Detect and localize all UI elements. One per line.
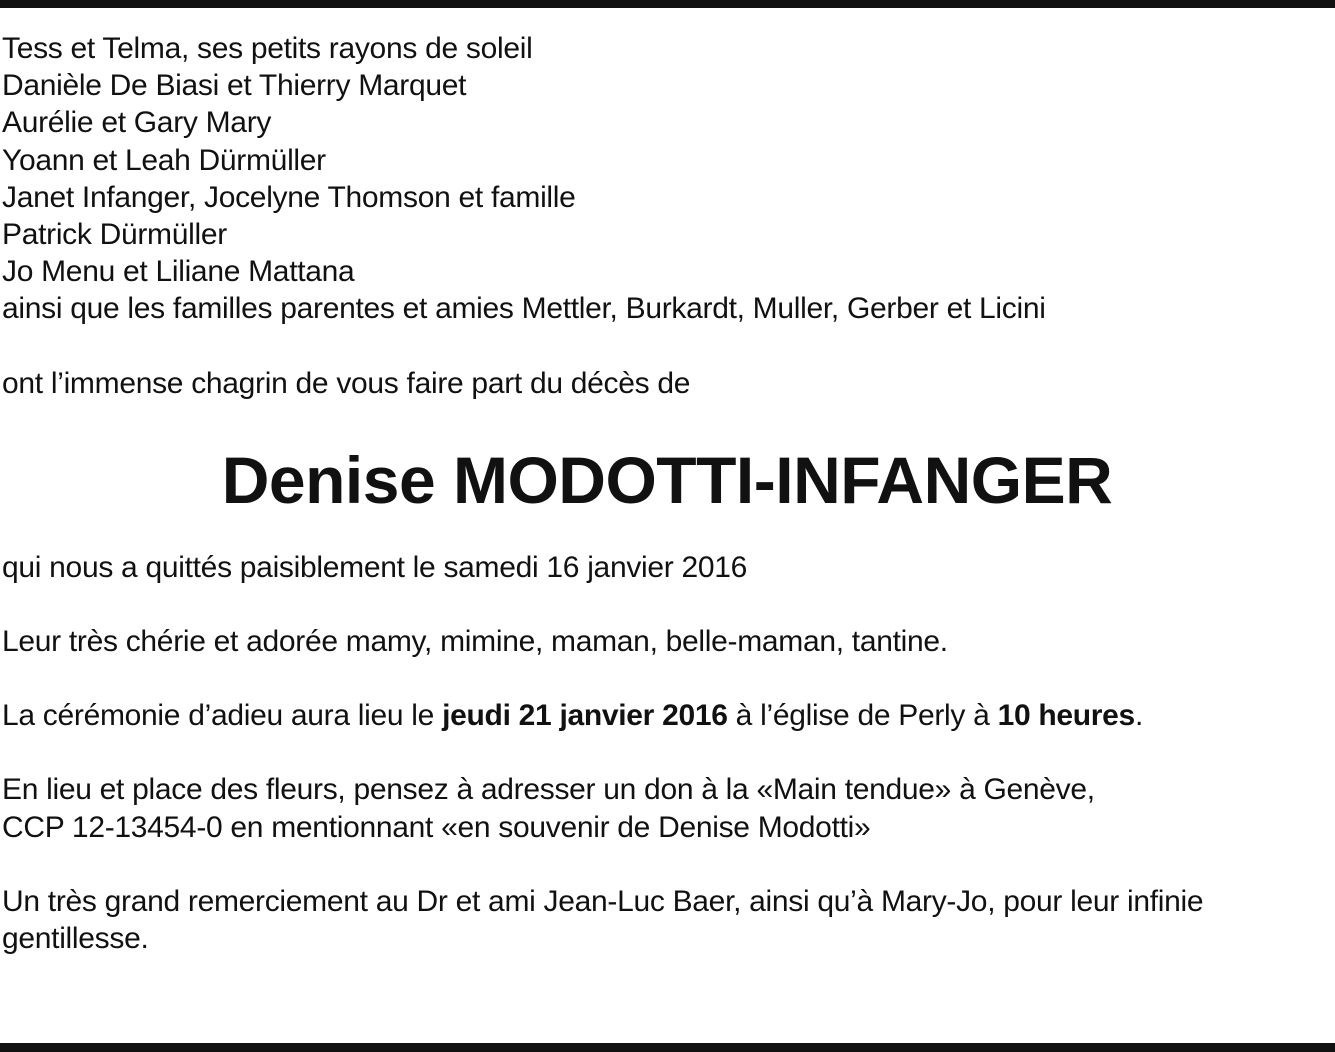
passing-text: qui nous a quittés paisiblement le samedi 16 janvier 2016 [2, 550, 748, 584]
donation-line: En lieu et place des fleurs, pensez à adresser un don à la «Main tendue» à Genève, [2, 773, 1095, 807]
mourner-line: Aurélie et Gary Mary [2, 106, 272, 140]
tribute-text: Leur très chérie et adorée mamy, mimine, maman, belle-maman, tantine. [2, 625, 948, 659]
thanks-paragraph [2, 883, 1332, 957]
mourner-line: Jo Menu et Liliane Mattana [2, 255, 355, 289]
mourner-line: Tess et Telma, ses petits rayons de soleil [2, 32, 533, 65]
mourners-list [2, 30, 1332, 328]
thanks-line: Un très grand remerciement au Dr et ami Jean-Luc Baer, ainsi qu’à Mary-Jo, pour leur infinie [2, 884, 1204, 918]
mourner-line: Danièle De Biasi et Thierry Marquet [2, 69, 467, 103]
donation-paragraph [2, 771, 1332, 845]
announcement-text: ont l’immense chagrin de vous faire part du décès de [2, 366, 691, 400]
ceremony-date: jeudi 21 janvier 2016 [442, 699, 728, 733]
top-border-rule [0, 0, 1335, 8]
deceased-name: Denise MODOTTI-INFANGER [221, 442, 1113, 517]
mourner-line: Janet Infanger, Jocelyne Thomson et famille [2, 180, 576, 214]
ceremony-time: 10 heures [997, 699, 1135, 733]
donation-line: CCP 12-13454-0 en mentionnant «en souvenir de Denise Modotti» [2, 810, 871, 844]
thanks-line: gentillesse. [2, 922, 149, 956]
bottom-border-rule [0, 1043, 1335, 1052]
ceremony-end: . [1134, 699, 1143, 733]
mourner-line: Patrick Dürmüller [2, 218, 227, 252]
obituary-notice [2, 30, 1332, 957]
ceremony-intro: La cérémonie d’adieu aura lieu le [2, 699, 443, 733]
ceremony-place: à l’église de Perly à [727, 699, 998, 733]
mourner-line: Yoann et Leah Dürmüller [2, 143, 326, 177]
mourner-line: ainsi que les familles parentes et amies Mettler, Burkardt, Muller, Gerber et Licini [2, 292, 1046, 326]
ceremony-text [2, 697, 1332, 734]
